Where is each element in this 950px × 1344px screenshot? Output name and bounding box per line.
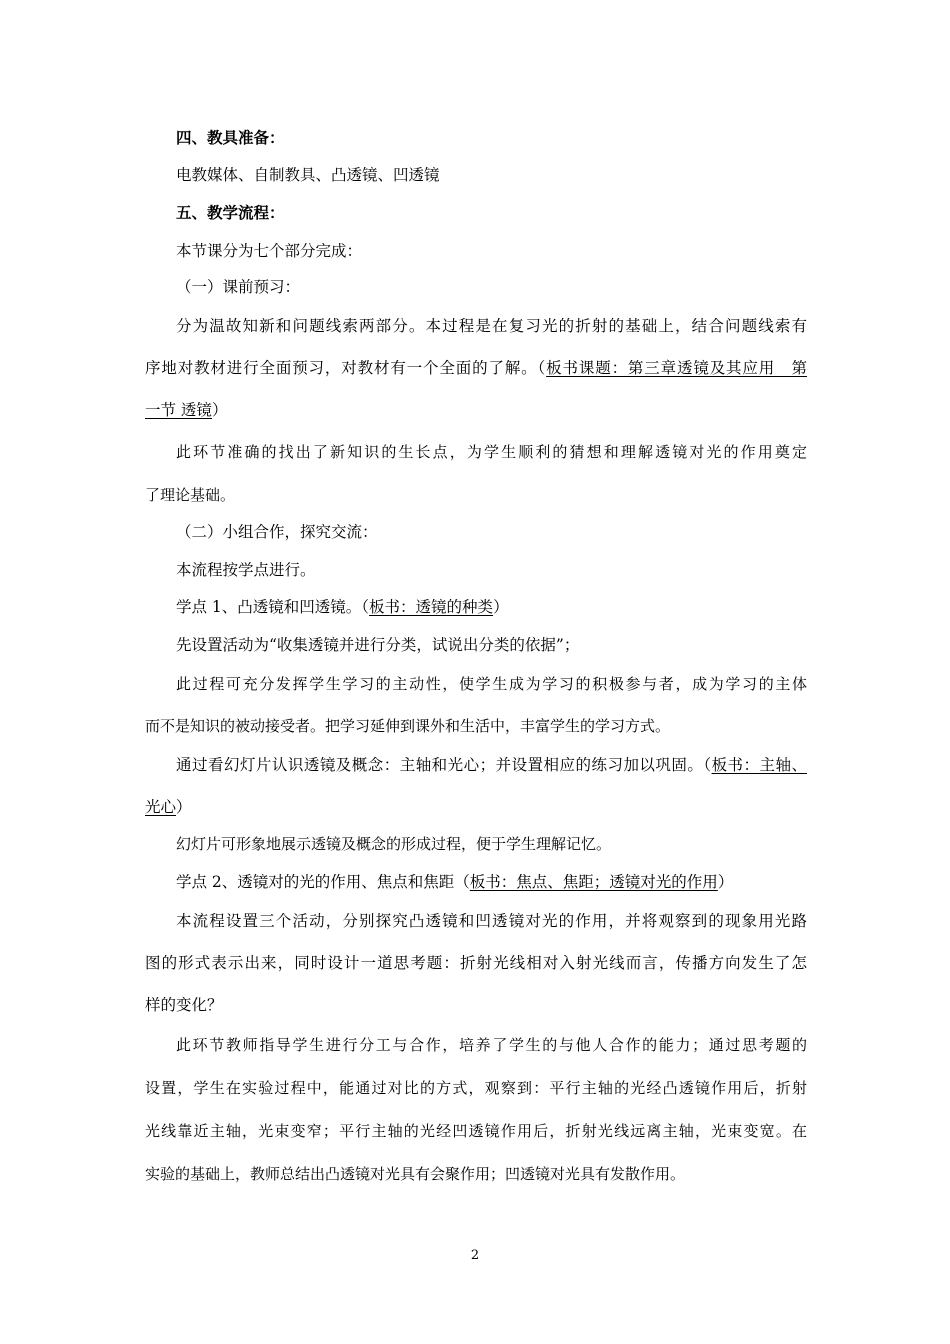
part1-title: （一）课前预习：: [176, 278, 301, 296]
part2-paragraph7-line4: 实验的基础上，教师总结出凸透镜对光具有会聚作用；凹透镜对光具有发散作用。: [145, 1165, 686, 1183]
board-optical-center: 光心: [145, 798, 177, 816]
part2-paragraph6-line2: 图的形式表示出来，同时设计一道思考题：折射光线相对入射光线而言，传播方向发生了怎: [145, 954, 807, 972]
part2-paragraph7-line3: 光线靠近主轴，光束变窄；平行主轴的光经凹透镜作用后，折射光线远离主轴，光束变宽。在: [145, 1122, 807, 1140]
p4-text: 通过看幻灯片认识透镜及概念：主轴和光心；并设置相应的练习加以巩固。（: [176, 756, 712, 774]
part2-paragraph7-line1: 此环节教师指导学生进行分工与合作，培养了学生的与他人合作的能力；通过思考题的: [176, 1036, 807, 1054]
study-point-1: [176, 597, 509, 617]
part2-paragraph3-line1: 此过程可充分发挥学生学习的主动性，使学生成为学习的积极参与者，成为学习的主体: [176, 675, 807, 693]
part2-title: （二）小组合作，探究交流：: [176, 523, 378, 541]
closing-paren: ）: [493, 598, 509, 616]
part1-paragraph1-line2: [145, 358, 807, 378]
part2-intro: 本流程按学点进行。: [176, 561, 316, 579]
board-title-underlined: 板书课题：第三章透镜及其应用 第: [546, 359, 807, 377]
part1-p1-line2-text: 序地对教材进行全面预习，对教材有一个全面的了解。（: [145, 359, 547, 377]
page-number: 2: [470, 1248, 480, 1263]
study-point-1-text: 学点 1、凸透镜和凹透镜。（: [176, 598, 370, 616]
part1-paragraph1-line1: 分为温故知新和问题线索两部分。本过程是在复习光的折射的基础上，结合问题线索有: [176, 317, 807, 335]
study-point-2: [176, 872, 733, 892]
part2-paragraph4-line2: [145, 797, 192, 817]
part2-paragraph3-line2: 而不是知识的被动接受者。把学习延伸到课外和生活中，丰富学生的学习方式。: [145, 717, 671, 735]
closing-paren: ）: [211, 401, 228, 419]
study-point-2-text: 学点 2、透镜对的光的作用、焦点和焦距（: [176, 873, 470, 891]
activity-1: 先设置活动为“收集透镜并进行分类，试说出分类的依据”；: [176, 636, 580, 654]
closing-paren: ）: [717, 873, 734, 891]
part1-paragraph2-line1: 此环节准确的找出了新知识的生长点，为学生顺利的猜想和理解透镜对光的作用奠定: [176, 443, 807, 461]
board-lens-types: 板书：透镜的种类: [369, 598, 494, 616]
part2-paragraph6-line3: 样的变化？: [145, 996, 223, 1014]
closing-paren: ）: [176, 798, 192, 816]
board-title-underlined-cont: 一节 透镜: [145, 401, 212, 419]
board-axis: 板书：主轴、: [711, 756, 807, 774]
part2-paragraph5: 幻灯片可形象地展示透镜及概念的形成过程，便于学生理解记忆。: [176, 835, 612, 853]
section5-heading: 五、教学流程：: [176, 204, 285, 222]
part1-paragraph1-line3: [145, 400, 227, 420]
part2-paragraph6-line1: 本流程设置三个活动，分别探究凸透镜和凹透镜对光的作用，并将观察到的现象用光路: [176, 912, 807, 930]
board-focus: 板书：焦点、焦距；透镜对光的作用: [469, 873, 718, 891]
section4-text: 电教媒体、自制教具、凸透镜、凹透镜: [176, 166, 440, 184]
part1-paragraph2-line2: 了理论基础。: [145, 486, 236, 504]
part2-paragraph4-line1: [176, 755, 807, 775]
section4-heading: 四、教具准备：: [176, 129, 285, 147]
part2-paragraph7-line2: 设置，学生在实验过程中，能通过对比的方式，观察到：平行主轴的光经凸透镜作用后，折射: [145, 1079, 807, 1097]
section5-intro: 本节课分为七个部分完成：: [176, 242, 363, 260]
